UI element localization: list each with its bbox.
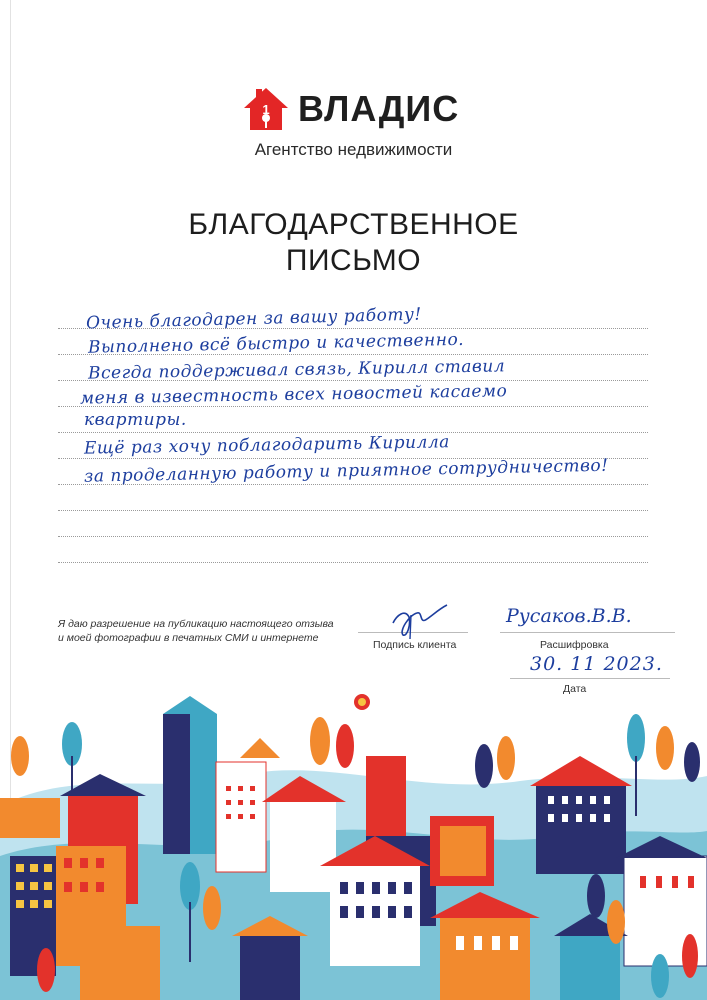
brand-name: ВЛАДИС — [298, 88, 460, 129]
handwritten-line-5: квартиры. — [84, 410, 187, 430]
title-line-1: БЛАГОДАРСТВЕННОЕ — [188, 208, 519, 241]
ruled-line — [58, 562, 648, 563]
brand-subtitle: Агентство недвижимости — [254, 140, 453, 159]
consent-line-1: Я даю разрешение на публикацию настоящего отзыва — [58, 618, 334, 630]
consent-line-2: и моей фотографии в печатных СМИ и интернете — [58, 632, 319, 644]
handwritten-line-4: меня в известность всех новостей касаемо — [79, 381, 508, 409]
document-title — [0, 207, 707, 279]
house-logo-icon — [242, 86, 290, 132]
publication-consent — [58, 617, 334, 645]
decode-line — [500, 632, 675, 633]
date-value: 30. 11 2023. — [530, 653, 663, 675]
date-line — [510, 678, 670, 679]
handwritten-line-7: за проделанную работу и приятное сотрудничество! — [83, 455, 609, 487]
city-illustration — [0, 686, 707, 1000]
handwritten-line-2: Выполнено всё быстро и качественно. — [87, 329, 465, 358]
title-line-2: ПИСЬМО — [285, 244, 422, 277]
handwritten-line-3: Всегда поддерживал связь, Кирилл ставил — [87, 356, 506, 384]
client-signature — [383, 595, 453, 645]
ruled-line — [58, 510, 648, 511]
signature-label: Подпись клиента — [373, 639, 457, 651]
handwritten-line-6: Ещё раз хочу поблагодарить Кирилла — [83, 432, 451, 459]
logo-digit: 1 — [262, 102, 270, 117]
handwritten-line-1: Очень благодарен за вашу работу! — [85, 304, 422, 334]
client-name: Русаков.В.В. — [506, 605, 632, 627]
brand-logo — [242, 86, 459, 132]
date-label: Дата — [563, 683, 587, 695]
decode-label: Расшифровка — [540, 639, 609, 651]
ruled-line — [58, 536, 648, 537]
